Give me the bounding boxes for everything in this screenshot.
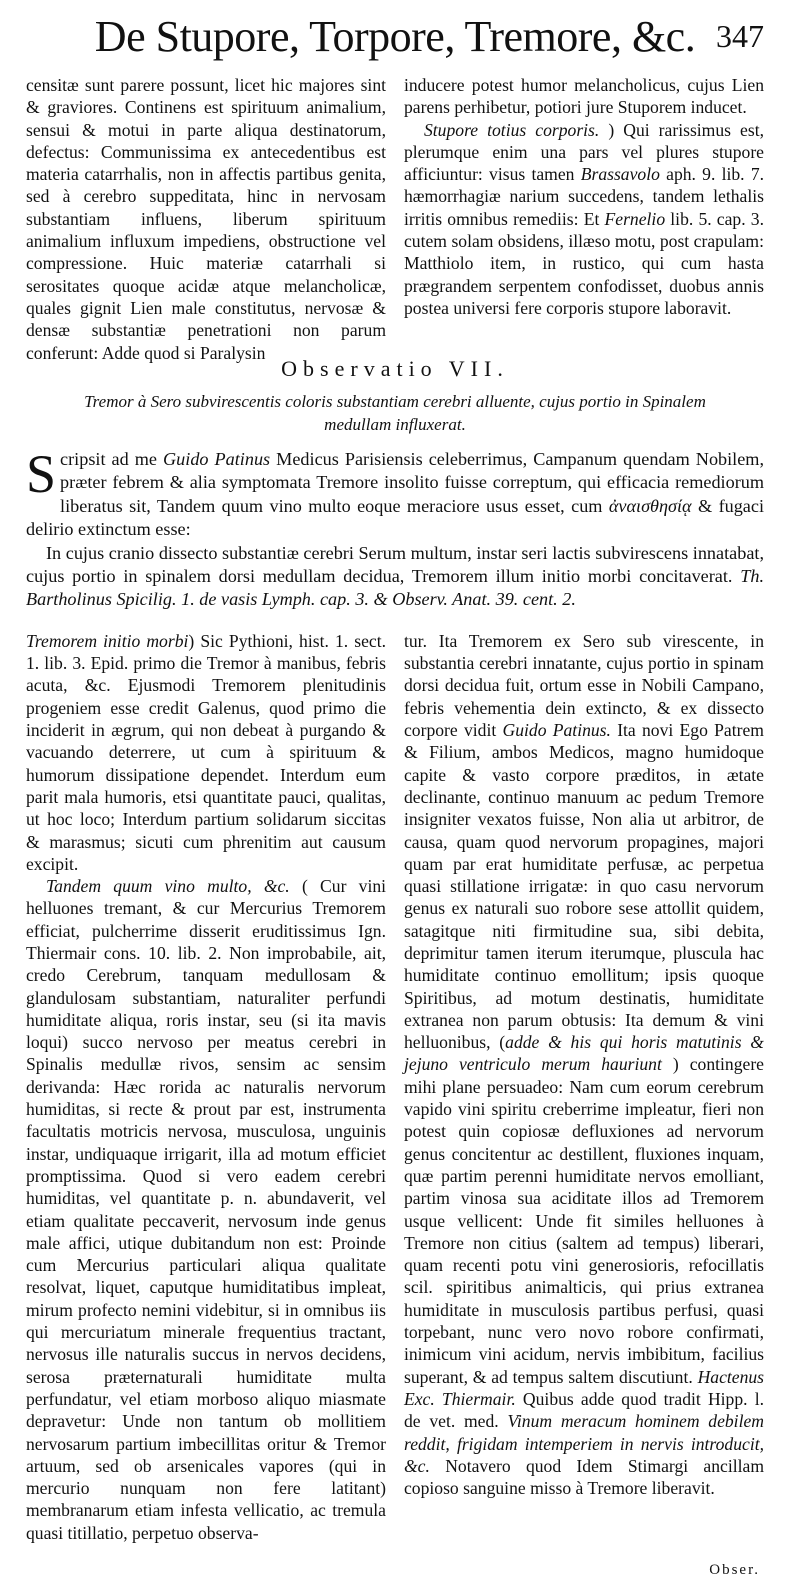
letter-paragraph-1 bbox=[26, 444, 765, 542]
page-header bbox=[26, 0, 764, 74]
commentary-text-1: ) Sic Pythioni, hist. 1. sect. 1. lib. 3. Epid. primo die Tremor à manibus, febris acuta, &c. Ejusmodi Tremorem plenitudinis progeniem esse credit Galenus, quod primo die inciderit in ægrum, qui non debeat à purgando & vacuando deterrere, ut cum à spirituum & humorum dissipatione dependet. Interdum eum parit mala humoris, etsi quantitate pauci, qualitas, ut hoc loco; Interdum partium solidarum siccitas & marasmus; sicuti cum phrenitim aut causum excipit. bbox=[26, 630, 386, 874]
letter-paragraph-2 bbox=[26, 542, 764, 612]
top-right-column bbox=[404, 74, 764, 336]
stupor-lemma: Stupore totius corporis. bbox=[424, 119, 600, 140]
catchword: Obser. bbox=[709, 1561, 760, 1578]
commentary-columns bbox=[26, 630, 764, 1560]
top-right-text-d: lib. 5. cap. 3. cutem solam obsidens, illæso motu, post crapulam: Matthiolo item, in rustico, qui cum hasta prægrandem serpentem confodisset, duobus annis postea universi fere corporis stupore laboravit. bbox=[404, 208, 764, 318]
commentary-paragraph-3 bbox=[404, 630, 764, 1500]
commentary-right-e: Notavero quod Idem Stimargi ancillam copioso sanguine misso à Tremore liberavit. bbox=[404, 1455, 764, 1499]
author-guido-patinus: Guido Patinus. bbox=[502, 720, 611, 741]
top-right-paragraph-2 bbox=[404, 119, 764, 320]
observation-title: Observatio VII. bbox=[281, 356, 509, 381]
hippocrates-quote: Vinum meracum hominem debilem reddit, frigidam intemperiem in nervis introducit, &c. bbox=[404, 1411, 764, 1476]
page-number: 347 bbox=[716, 18, 764, 54]
commentary-paragraph-2 bbox=[26, 875, 386, 1544]
observation-summary: Tremor à Sero subvirescentis coloris substantiam cerebri alluente, cujus portio in Spinalem medullam influxerat. bbox=[84, 392, 706, 434]
author-fernelio: Fernelio bbox=[604, 208, 666, 229]
top-right-text-a: inducere potest humor melancholicus, cujus Lien parens perhibetur, potiori jure Stuporem inducet. bbox=[404, 75, 764, 118]
commentary-right-a: tur. Ita Tremorem ex Sero sub virescente, in substantia cerebri innatante, cujus portio in spinam dorsi decidua fuit, ortum esse in Nobili Campano, febris vehementia dein extincto, & ex dissecto corpore vidit bbox=[404, 630, 764, 741]
commentary-italic-1: adde & his qui horis matutinis & jejuno ventriculo merum hauriunt bbox=[404, 1032, 764, 1075]
lemma-vino: Tandem quum vino multo, &c. bbox=[46, 876, 290, 897]
letter-text-d: In cujus cranio dissecto substantiæ cerebri Serum multum, instar seri lactis subvirescens innatabat, cujus portio in spinalem dorsi medullam decidua, Tremorem illum initio morbi concitaverat. bbox=[26, 542, 764, 587]
top-right-text-b: ) Qui rarissimus est, plerumque enim una pars vel plures stupore afficiuntur: visus tamen bbox=[404, 119, 764, 185]
top-right-paragraph-1 bbox=[404, 74, 764, 119]
drop-cap: S bbox=[26, 444, 57, 504]
commentary-right-d: Quibus adde quod tradit Hipp. l. de vet. med. bbox=[404, 1388, 764, 1432]
commentary-paragraph-1 bbox=[26, 630, 386, 875]
commentary-left-column bbox=[26, 630, 386, 1560]
commentary-right-b: Ita novi Ego Patrem & Filium, ambos Medicos, magno humidoque capite & vasto corpore præditos, in ætate declinante, continuo manuum ac pedum Tremore insigniter vexatos fuisse, Non alia ut arbitror, de causa, quam quod nervorum propagines, majori quam par erat humiditate perfusæ, ac perpetua quasi stillatione irrigatæ: in quo casu nervorum genus ex naturali suo robore sese attollit quidem, satagitque niti firmitudine sua, sibi debita, deprimitur tamen iterum iterumque, plusculа hac humiditate continuo emollitum; ipsis quoque Spiritibus, ad motum destinatis, humiditate extranea non parum obtusis: Ita demum & vini helluonibus, ( bbox=[404, 720, 764, 1053]
commentary-right-column bbox=[404, 630, 764, 1560]
letter-text-c: & fugaci delirio extinctum esse: bbox=[26, 495, 765, 540]
observation-body bbox=[26, 444, 765, 612]
commentary-text-2: ( Cur vini helluones tremant, & cur Mercurius Tremorem efficiat, pulcherrime disserit eruditissimus Ign. Thiermair cons. 10. lib. 2. Non improbabile, ait, credo Cerebrum, tanquam medullosam & glandulosam substantiam, naturaliter perfundi humiditate aliqua, roris instar, seu (si ita mavis loqui) succo nervoso per meatus cerebri in Spinalis medullæ rivos, sensim ac sensim derivanda: Hæc rorida ac naturalis nervorum humiditas, si recte & prout par est, instrumenta facultatis motricis nervosa, musculosa, unguinis instar, undiquaque irrigarit, illa ad motum efficiet promptissima. Quod si vero eadem cerebri humiditas, vel quantitate p. n. abundaverit, vel etiam qualitate peccaverit, nervosum inde genus male affici, utique dubitandum non est: Proinde cum Mercurius particulari aliqua qualitate resolvat, liquet, caputque humiditatibus impleat, mirum profecto nemini videbitur, si in omnibus iis qui mercuriatum minerale frequentius tractant, nervosus ille naturalis succus in nervos decidens, serosa præternaturali humiditate multa perfundatur, vel etiam morboso aliquo miasmate depravetur: Unde non tantum ob mollitiem nervosarum partium imbecillitas oritur & Tremor artuum, sed ob arsenicales vapores (qui in mercurio nunquam non fere latitant) membranarum etiam infesta vellicatio, ac tremula quasi titillatio, perpetuo observa- bbox=[26, 876, 387, 1543]
greek-term: ἀναισθησίᾳ bbox=[608, 495, 692, 516]
top-columns bbox=[26, 74, 765, 363]
top-left-column bbox=[26, 74, 386, 363]
author-patinus: Guido Patinus bbox=[163, 449, 271, 469]
author-brassavolo: Brassavolo bbox=[580, 164, 660, 185]
commentary-right-c: ) contingere mihi plane persuadeo: Nam cum eorum cerebrum vapido vini spiritu creberrime impleatur, fieri non potest quin copiosæ defluxiones ad nervorum genus concitentur ac destillent, fluxiones inquam, quæ partim perenni humiditate nervos emolliant, partim vinosa sua aciditate illos ad Tremorem usque vellicent: Unde fit similes helluones à Tremore non citius (saltem ad tempus) liberari, quam recenti potu vini generosioris, refocillatis scil. spiritibus animalticis, qui prius extranea humiditate in musculosis partibus perfusi, quasi torpebant, nunc vero novo robore confirmati, inimicum vini acidum, nervis imbibitum, facilius superant, & ad tempus saltem discutiunt. bbox=[404, 1054, 764, 1387]
bartholinus-citation: Th. Bartholinus Spicilig. 1. de vasis Lymph. cap. 3. & Observ. Anat. 39. cent. 2. bbox=[26, 566, 764, 610]
running-title: De Stupore, Torpore, Tremore, &c. bbox=[94, 12, 696, 61]
top-left-text: censitæ sunt parere possunt, licet hic majores sint & graviores. Continens est spirituum animalium, sensui & motui in parte aliqua destinatorum, defectus: Communissima ex antecedentibus est materia catarrhalis, non in affectis partibus genita, sed à cerebro suppeditata, hinc in nervosam substantiam influens, liberum spirituum animalium influxum impediens, obstructione vel compressione. Huic materiæ catarrhali si serositates quoque acidæ atque melancholicæ, quales gignit Lien male constitutus, nervosæ & densæ substantiæ penetrationi non parum conferunt: Adde quod si Paralysin bbox=[26, 75, 386, 363]
lemma-tremorem: Tremorem initio morbi bbox=[26, 630, 189, 651]
letter-text-a: cripsit ad me bbox=[60, 449, 157, 469]
top-right-text-c: aph. 9. lib. 7. hæmorrhagiæ narium succedens, tandem lethalis irritis omnibus remediis: Et bbox=[404, 164, 765, 229]
commentary-italic-2: Hactenus Exc. Thiermair. bbox=[404, 1366, 765, 1409]
letter-text-b: Medicus Parisiensis celeberrimus, Campanum quendam Nobilem, præter febrem & alia symptomata Tremore insolito fuisse correptum, qui efficacia remediorum liberatus sit, Tandem quum vino multo eoque meraciore usus esset, cum bbox=[60, 449, 765, 516]
